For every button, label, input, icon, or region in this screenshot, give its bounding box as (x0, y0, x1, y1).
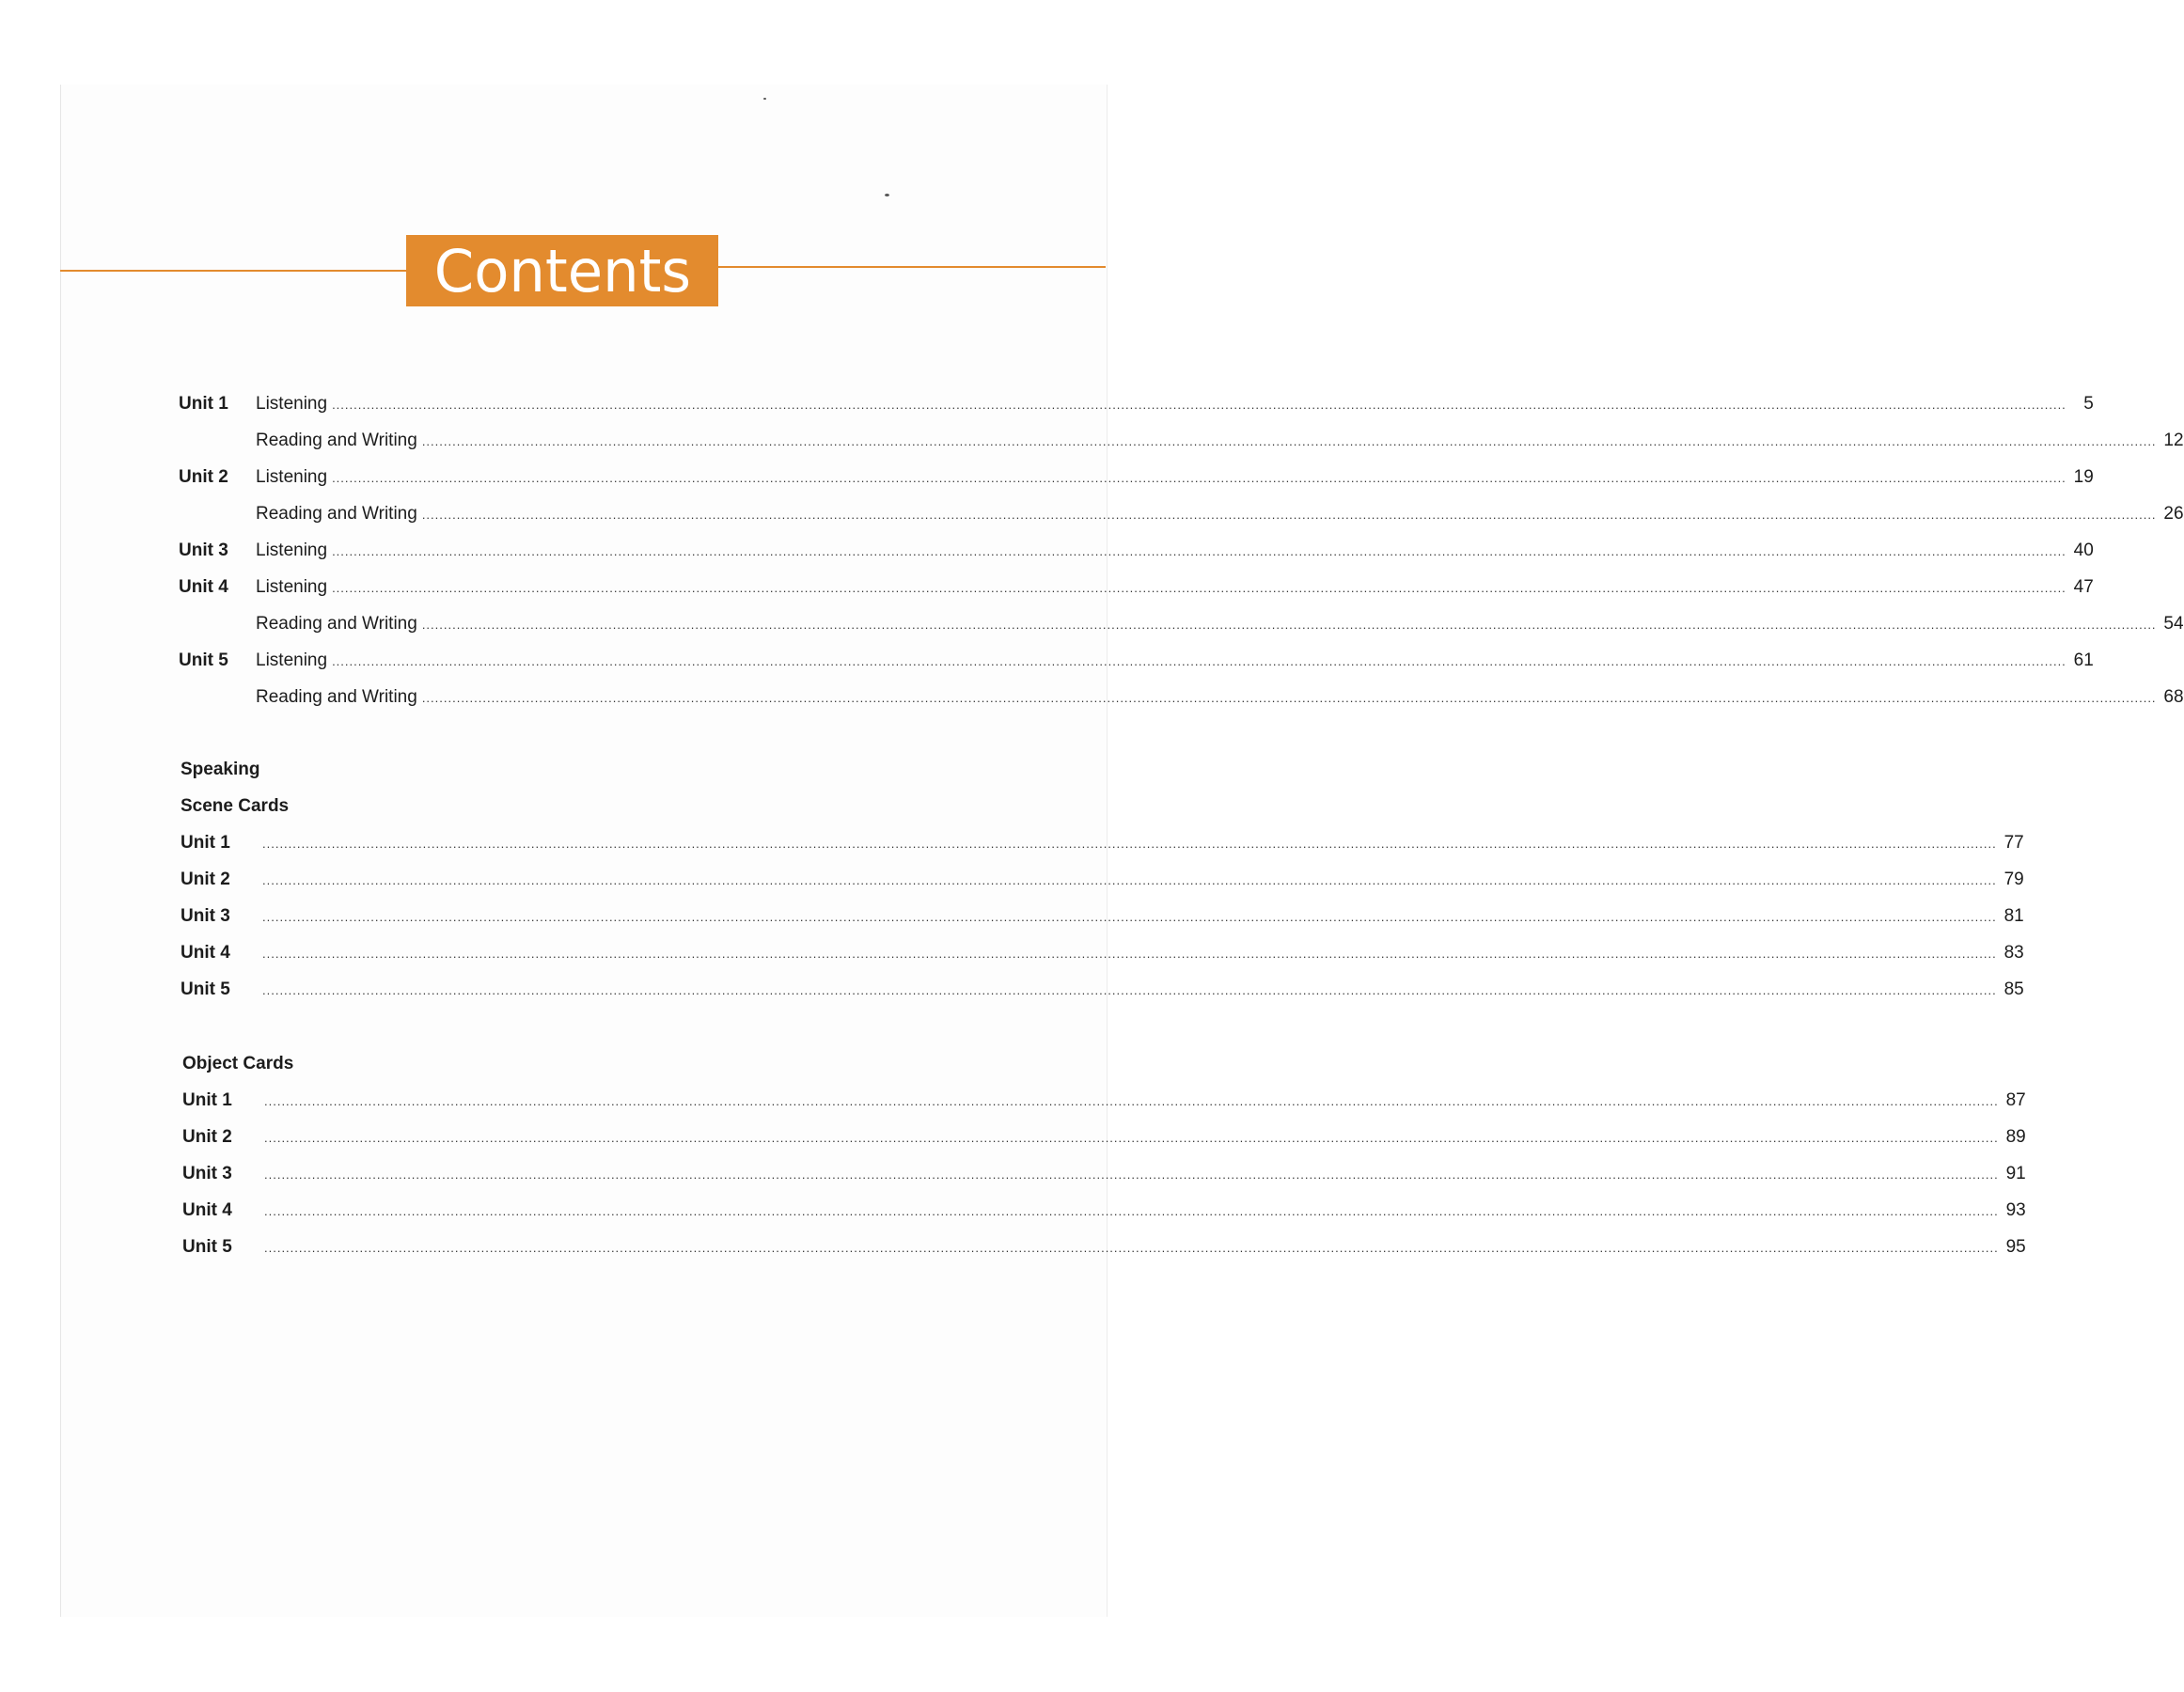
section-label: Listening (256, 540, 328, 560)
page-number: 85 (2003, 979, 2024, 999)
page-number: 40 (2073, 540, 2094, 560)
speaking-heading: Speaking (181, 760, 260, 779)
page-number: 95 (2005, 1237, 2026, 1257)
unit-label: Unit 4 (179, 577, 228, 597)
page-number: 68 (2163, 687, 2184, 707)
scene-cards-heading: Scene Cards (181, 796, 290, 816)
units-section-entry[interactable] (179, 540, 2094, 569)
units-section-entry[interactable] (179, 504, 2184, 532)
units-section-entry[interactable] (179, 394, 2094, 422)
section-label: Reading and Writing (256, 431, 417, 450)
unit-label: Unit 5 (179, 650, 228, 670)
dot-leader: ................................................................................................................................................................................................................................................................................................................................................................................................................ (264, 1167, 1999, 1182)
page-number: 26 (2163, 504, 2184, 524)
unit-label: Unit 5 (182, 1237, 232, 1257)
page-number: 5 (2083, 394, 2094, 414)
object-card-entry[interactable] (182, 1237, 2026, 1265)
page-number: 77 (2003, 833, 2024, 853)
scene-card-entry[interactable] (181, 979, 2024, 1008)
unit-label: Unit 1 (181, 833, 230, 853)
dot-leader: ................................................................................................................................................................................................................................................................................................................................................................................................................ (421, 618, 2157, 632)
scene-card-entry[interactable] (181, 870, 2024, 898)
page-number: 81 (2003, 906, 2024, 926)
dot-leader: ................................................................................................................................................................................................................................................................................................................................................................................................................ (332, 581, 2066, 595)
unit-label: Unit 4 (181, 943, 230, 963)
units-section-entry[interactable] (179, 467, 2094, 495)
dot-leader: ................................................................................................................................................................................................................................................................................................................................................................................................................ (264, 1131, 1999, 1145)
page-number: 79 (2003, 870, 2024, 889)
page-number: 19 (2073, 467, 2094, 487)
unit-label: Unit 3 (181, 906, 230, 926)
scene-card-entry[interactable] (181, 833, 2024, 861)
dot-leader: ................................................................................................................................................................................................................................................................................................................................................................................................................ (332, 398, 2066, 412)
unit-label: Unit 4 (182, 1200, 232, 1220)
section-label: Reading and Writing (256, 614, 417, 634)
unit-label: Unit 3 (182, 1164, 232, 1183)
page-number: 91 (2005, 1164, 2026, 1183)
object-card-entry[interactable] (182, 1164, 2026, 1192)
dot-leader: ................................................................................................................................................................................................................................................................................................................................................................................................................ (262, 947, 1997, 961)
dot-leader: ................................................................................................................................................................................................................................................................................................................................................................................................................ (264, 1241, 1999, 1255)
dot-leader: ................................................................................................................................................................................................................................................................................................................................................................................................................ (332, 471, 2066, 485)
section-label: Listening (256, 650, 328, 670)
scene-card-entry[interactable] (181, 943, 2024, 971)
object-card-entry[interactable] (182, 1090, 2026, 1119)
unit-label: Unit 1 (179, 394, 228, 414)
page-number: 61 (2073, 650, 2094, 670)
dot-leader: ................................................................................................................................................................................................................................................................................................................................................................................................................ (262, 910, 1997, 924)
section-label: Reading and Writing (256, 504, 417, 524)
units-section-entry[interactable] (179, 614, 2184, 642)
unit-label: Unit 1 (182, 1090, 232, 1110)
units-section-entry[interactable] (179, 687, 2184, 715)
page-number: 12 (2163, 431, 2184, 450)
page-number: 93 (2005, 1200, 2026, 1220)
dot-leader: ................................................................................................................................................................................................................................................................................................................................................................................................................ (421, 434, 2157, 448)
dot-leader: ................................................................................................................................................................................................................................................................................................................................................................................................................ (262, 983, 1997, 997)
units-section-entry[interactable] (179, 431, 2184, 459)
unit-label: Unit 2 (182, 1127, 232, 1147)
dot-leader: ................................................................................................................................................................................................................................................................................................................................................................................................................ (332, 654, 2066, 668)
units-section-entry[interactable] (179, 650, 2094, 679)
unit-label: Unit 5 (181, 979, 230, 999)
page-title: Contents (433, 236, 691, 306)
page-number: 89 (2005, 1127, 2026, 1147)
page-number: 54 (2163, 614, 2184, 634)
unit-label: Unit 2 (179, 467, 228, 487)
section-label: Listening (256, 577, 328, 597)
dot-leader: ................................................................................................................................................................................................................................................................................................................................................................................................................ (264, 1204, 1999, 1218)
unit-label: Unit 3 (179, 540, 228, 560)
object-cards-heading: Object Cards (182, 1054, 294, 1073)
page-number: 47 (2073, 577, 2094, 597)
dot-leader: ................................................................................................................................................................................................................................................................................................................................................................................................................ (421, 508, 2157, 522)
scene-card-entry[interactable] (181, 906, 2024, 934)
units-section-entry[interactable] (179, 577, 2094, 605)
page-number: 87 (2005, 1090, 2026, 1110)
section-label: Reading and Writing (256, 687, 417, 707)
section-label: Listening (256, 394, 328, 414)
object-card-entry[interactable] (182, 1127, 2026, 1155)
dot-leader: ................................................................................................................................................................................................................................................................................................................................................................................................................ (332, 544, 2066, 558)
section-label: Listening (256, 467, 328, 487)
dot-leader: ................................................................................................................................................................................................................................................................................................................................................................................................................ (262, 837, 1997, 851)
unit-label: Unit 2 (181, 870, 230, 889)
dot-leader: ................................................................................................................................................................................................................................................................................................................................................................................................................ (421, 691, 2157, 705)
object-card-entry[interactable] (182, 1200, 2026, 1229)
dot-leader: ................................................................................................................................................................................................................................................................................................................................................................................................................ (264, 1094, 1999, 1108)
page-number: 83 (2003, 943, 2024, 963)
dot-leader: ................................................................................................................................................................................................................................................................................................................................................................................................................ (262, 873, 1997, 887)
